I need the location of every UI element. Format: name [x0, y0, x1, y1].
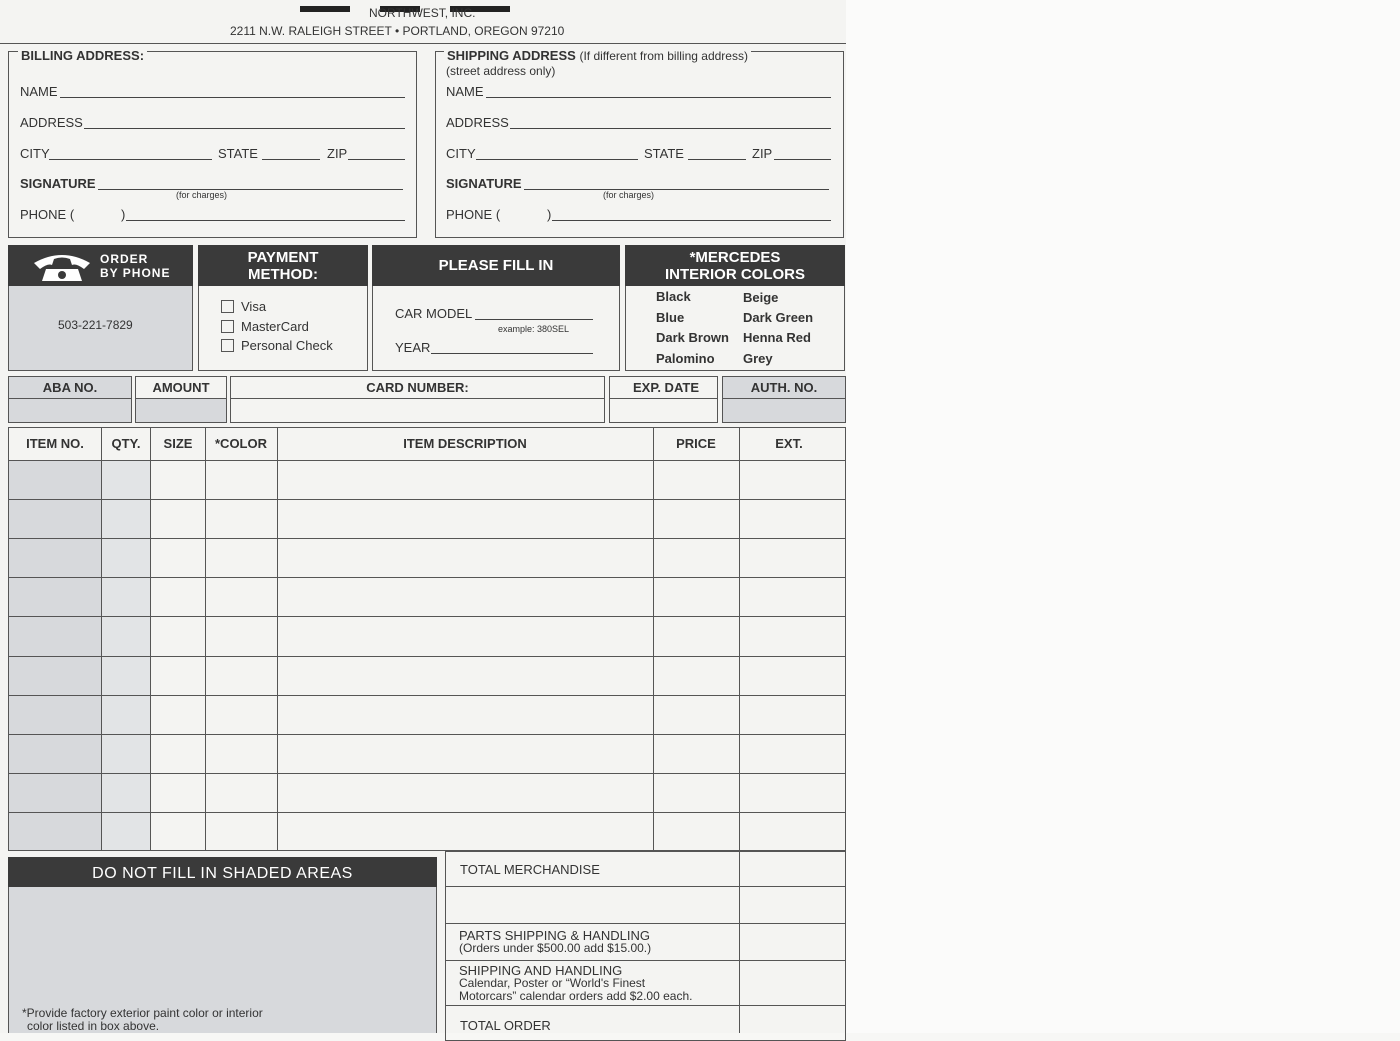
order-phone-number: 503-221-7829	[58, 318, 133, 332]
col-header-description: ITEM DESCRIPTION	[403, 436, 527, 451]
shipping-title: SHIPPING ADDRESS	[447, 48, 576, 63]
billing-zip-label: ZIP	[327, 146, 348, 161]
billing-signature-label: SIGNATURE	[20, 176, 96, 191]
shipping-zip-field[interactable]	[774, 159, 831, 160]
aba-no-label: ABA NO.	[42, 380, 98, 395]
year-field[interactable]	[431, 353, 593, 354]
colors-title-line2: INTERIOR COLORS	[664, 266, 805, 283]
col-div-3	[205, 427, 206, 851]
order-by-phone-line2: BY PHONE	[100, 266, 171, 280]
totals-row-2	[445, 923, 846, 924]
company-address: 2211 N.W. RALEIGH STREET • PORTLAND, OREGON 97210	[230, 24, 565, 38]
col-header-price: PRICE	[676, 436, 716, 451]
col-header-size: SIZE	[163, 436, 193, 451]
payment-title-line2: METHOD:	[248, 266, 318, 283]
table-row[interactable]	[8, 616, 846, 617]
exp-date-label: EXP. DATE	[633, 380, 699, 395]
company-name: NORTHWEST, INC.	[369, 6, 476, 20]
billing-name-label: NAME	[20, 84, 58, 99]
shipping-handling-value[interactable]	[741, 962, 844, 1004]
billing-city-label: CITY	[20, 146, 50, 161]
auth-no-divider	[722, 398, 846, 399]
order-by-phone-line1: ORDER	[100, 252, 149, 266]
col-div-6	[739, 427, 740, 851]
color-grey: Grey	[743, 351, 773, 366]
shipping-signature-field[interactable]	[524, 189, 829, 190]
color-dark-green: Dark Green	[743, 310, 814, 325]
colors-title-line1: *MERCEDES	[689, 249, 781, 266]
exp-date-divider	[609, 398, 718, 399]
card-number-label: CARD NUMBER:	[366, 380, 469, 395]
shipping-handling-line2: Calendar, Poster or “World's Finest	[459, 976, 646, 990]
table-row[interactable]	[8, 773, 846, 774]
payment-title-line1: PAYMENT	[247, 249, 319, 266]
shipping-phone-label: PHONE (	[446, 207, 501, 222]
shipping-handling-line1: SHIPPING AND HANDLING	[459, 963, 623, 978]
billing-city-field[interactable]	[49, 159, 212, 160]
color-palomino: Palomino	[656, 351, 715, 366]
col-header-item-no: ITEM NO.	[26, 436, 84, 451]
total-merchandise-label: TOTAL MERCHANDISE	[460, 862, 600, 877]
shipping-state-label: STATE	[644, 146, 684, 161]
billing-phone-paren: )	[121, 207, 126, 222]
table-row[interactable]	[8, 812, 846, 813]
col-header-color: *COLOR	[215, 436, 267, 451]
shipping-state-field[interactable]	[688, 159, 746, 160]
color-black: Black	[656, 289, 691, 304]
shipping-city-field[interactable]	[476, 159, 638, 160]
billing-state-label: STATE	[218, 146, 258, 161]
table-row[interactable]	[8, 460, 846, 461]
car-model-label: CAR MODEL	[395, 306, 473, 321]
billing-address-label: ADDRESS	[20, 115, 83, 130]
col-header-qty: QTY.	[111, 436, 141, 451]
shipping-handling-line3: Motorcars” calendar orders add $2.00 each.	[459, 989, 693, 1003]
billing-zip-field[interactable]	[348, 159, 405, 160]
color-beige: Beige	[743, 290, 779, 305]
shipping-signature-label: SIGNATURE	[446, 176, 522, 191]
shipping-subtitle: (street address only)	[446, 64, 556, 78]
mastercard-label: MasterCard	[241, 319, 309, 334]
auth-no-label: AUTH. NO.	[750, 380, 818, 395]
color-blue: Blue	[656, 310, 685, 325]
color-dark-brown: Dark Brown	[656, 330, 729, 345]
col-div-1	[101, 427, 102, 851]
shipping-address-field[interactable]	[510, 128, 831, 129]
col-div-4	[277, 427, 278, 851]
totals-row-3	[445, 960, 846, 961]
shipping-phone-field[interactable]	[552, 220, 831, 221]
amount-divider	[135, 398, 227, 399]
personal-check-label: Personal Check	[241, 338, 333, 353]
shipping-zip-label: ZIP	[752, 146, 773, 161]
table-row[interactable]	[8, 734, 846, 735]
totals-row-4	[445, 1005, 846, 1006]
billing-name-field[interactable]	[60, 97, 405, 98]
year-label: YEAR	[395, 340, 431, 355]
table-row[interactable]	[8, 538, 846, 539]
table-row[interactable]	[8, 695, 846, 696]
please-fill-in-title: PLEASE FILL IN	[438, 257, 554, 274]
card-number-divider	[230, 398, 605, 399]
color-henna-red: Henna Red	[743, 330, 811, 345]
header-rule	[0, 43, 846, 44]
billing-state-field[interactable]	[262, 159, 320, 160]
billing-phone-label: PHONE (	[20, 207, 75, 222]
visa-label: Visa	[241, 299, 267, 314]
parts-shipping-value[interactable]	[741, 925, 844, 959]
billing-address-field[interactable]	[84, 128, 405, 129]
col-div-5	[653, 427, 654, 851]
billing-for-charges: (for charges)	[176, 190, 228, 200]
shipping-name-label: NAME	[446, 84, 484, 99]
shipping-title-note: (If different from billing address)	[579, 49, 748, 63]
shipping-address-label: ADDRESS	[446, 115, 509, 130]
amount-label: AMOUNT	[152, 380, 210, 395]
table-row[interactable]	[8, 577, 846, 578]
total-order-value[interactable]	[741, 1007, 844, 1033]
mastercard-checkbox[interactable]	[221, 320, 234, 333]
parts-shipping-line1: PARTS SHIPPING & HANDLING	[459, 928, 650, 943]
blank-facing-page	[846, 0, 1400, 1033]
shipping-for-charges: (for charges)	[603, 190, 655, 200]
shipping-title-wrap	[444, 48, 751, 63]
aba-divider	[8, 398, 132, 399]
footnote-line2: color listed in box above.	[27, 1019, 160, 1033]
total-order-label: TOTAL ORDER	[460, 1018, 551, 1033]
billing-signature-field[interactable]	[98, 189, 403, 190]
shaded-notice: DO NOT FILL IN SHADED AREAS	[92, 865, 353, 882]
totals-row-1	[445, 886, 846, 887]
color-shaded-column	[102, 460, 150, 850]
billing-title: BILLING ADDRESS:	[18, 48, 147, 63]
table-row[interactable]	[8, 499, 846, 500]
shipping-phone-paren: )	[547, 207, 552, 222]
shipping-name-field[interactable]	[486, 97, 831, 98]
visa-checkbox[interactable]	[221, 300, 234, 313]
footnote-line1: *Provide factory exterior paint color or interior	[22, 1006, 263, 1020]
table-row[interactable]	[8, 656, 846, 657]
parts-shipping-line2: (Orders under $500.00 add $15.00.)	[459, 941, 652, 955]
car-model-field[interactable]	[475, 319, 593, 320]
billing-phone-field[interactable]	[126, 220, 405, 221]
item-no-shaded-column	[9, 460, 101, 850]
col-header-ext: EXT.	[775, 436, 803, 451]
col-div-2	[150, 427, 151, 851]
shipping-city-label: CITY	[446, 146, 476, 161]
telephone-icon	[30, 249, 94, 283]
car-model-example: example: 380SEL	[498, 324, 570, 334]
total-merchandise-value[interactable]	[741, 852, 844, 885]
personal-check-checkbox[interactable]	[221, 339, 234, 352]
